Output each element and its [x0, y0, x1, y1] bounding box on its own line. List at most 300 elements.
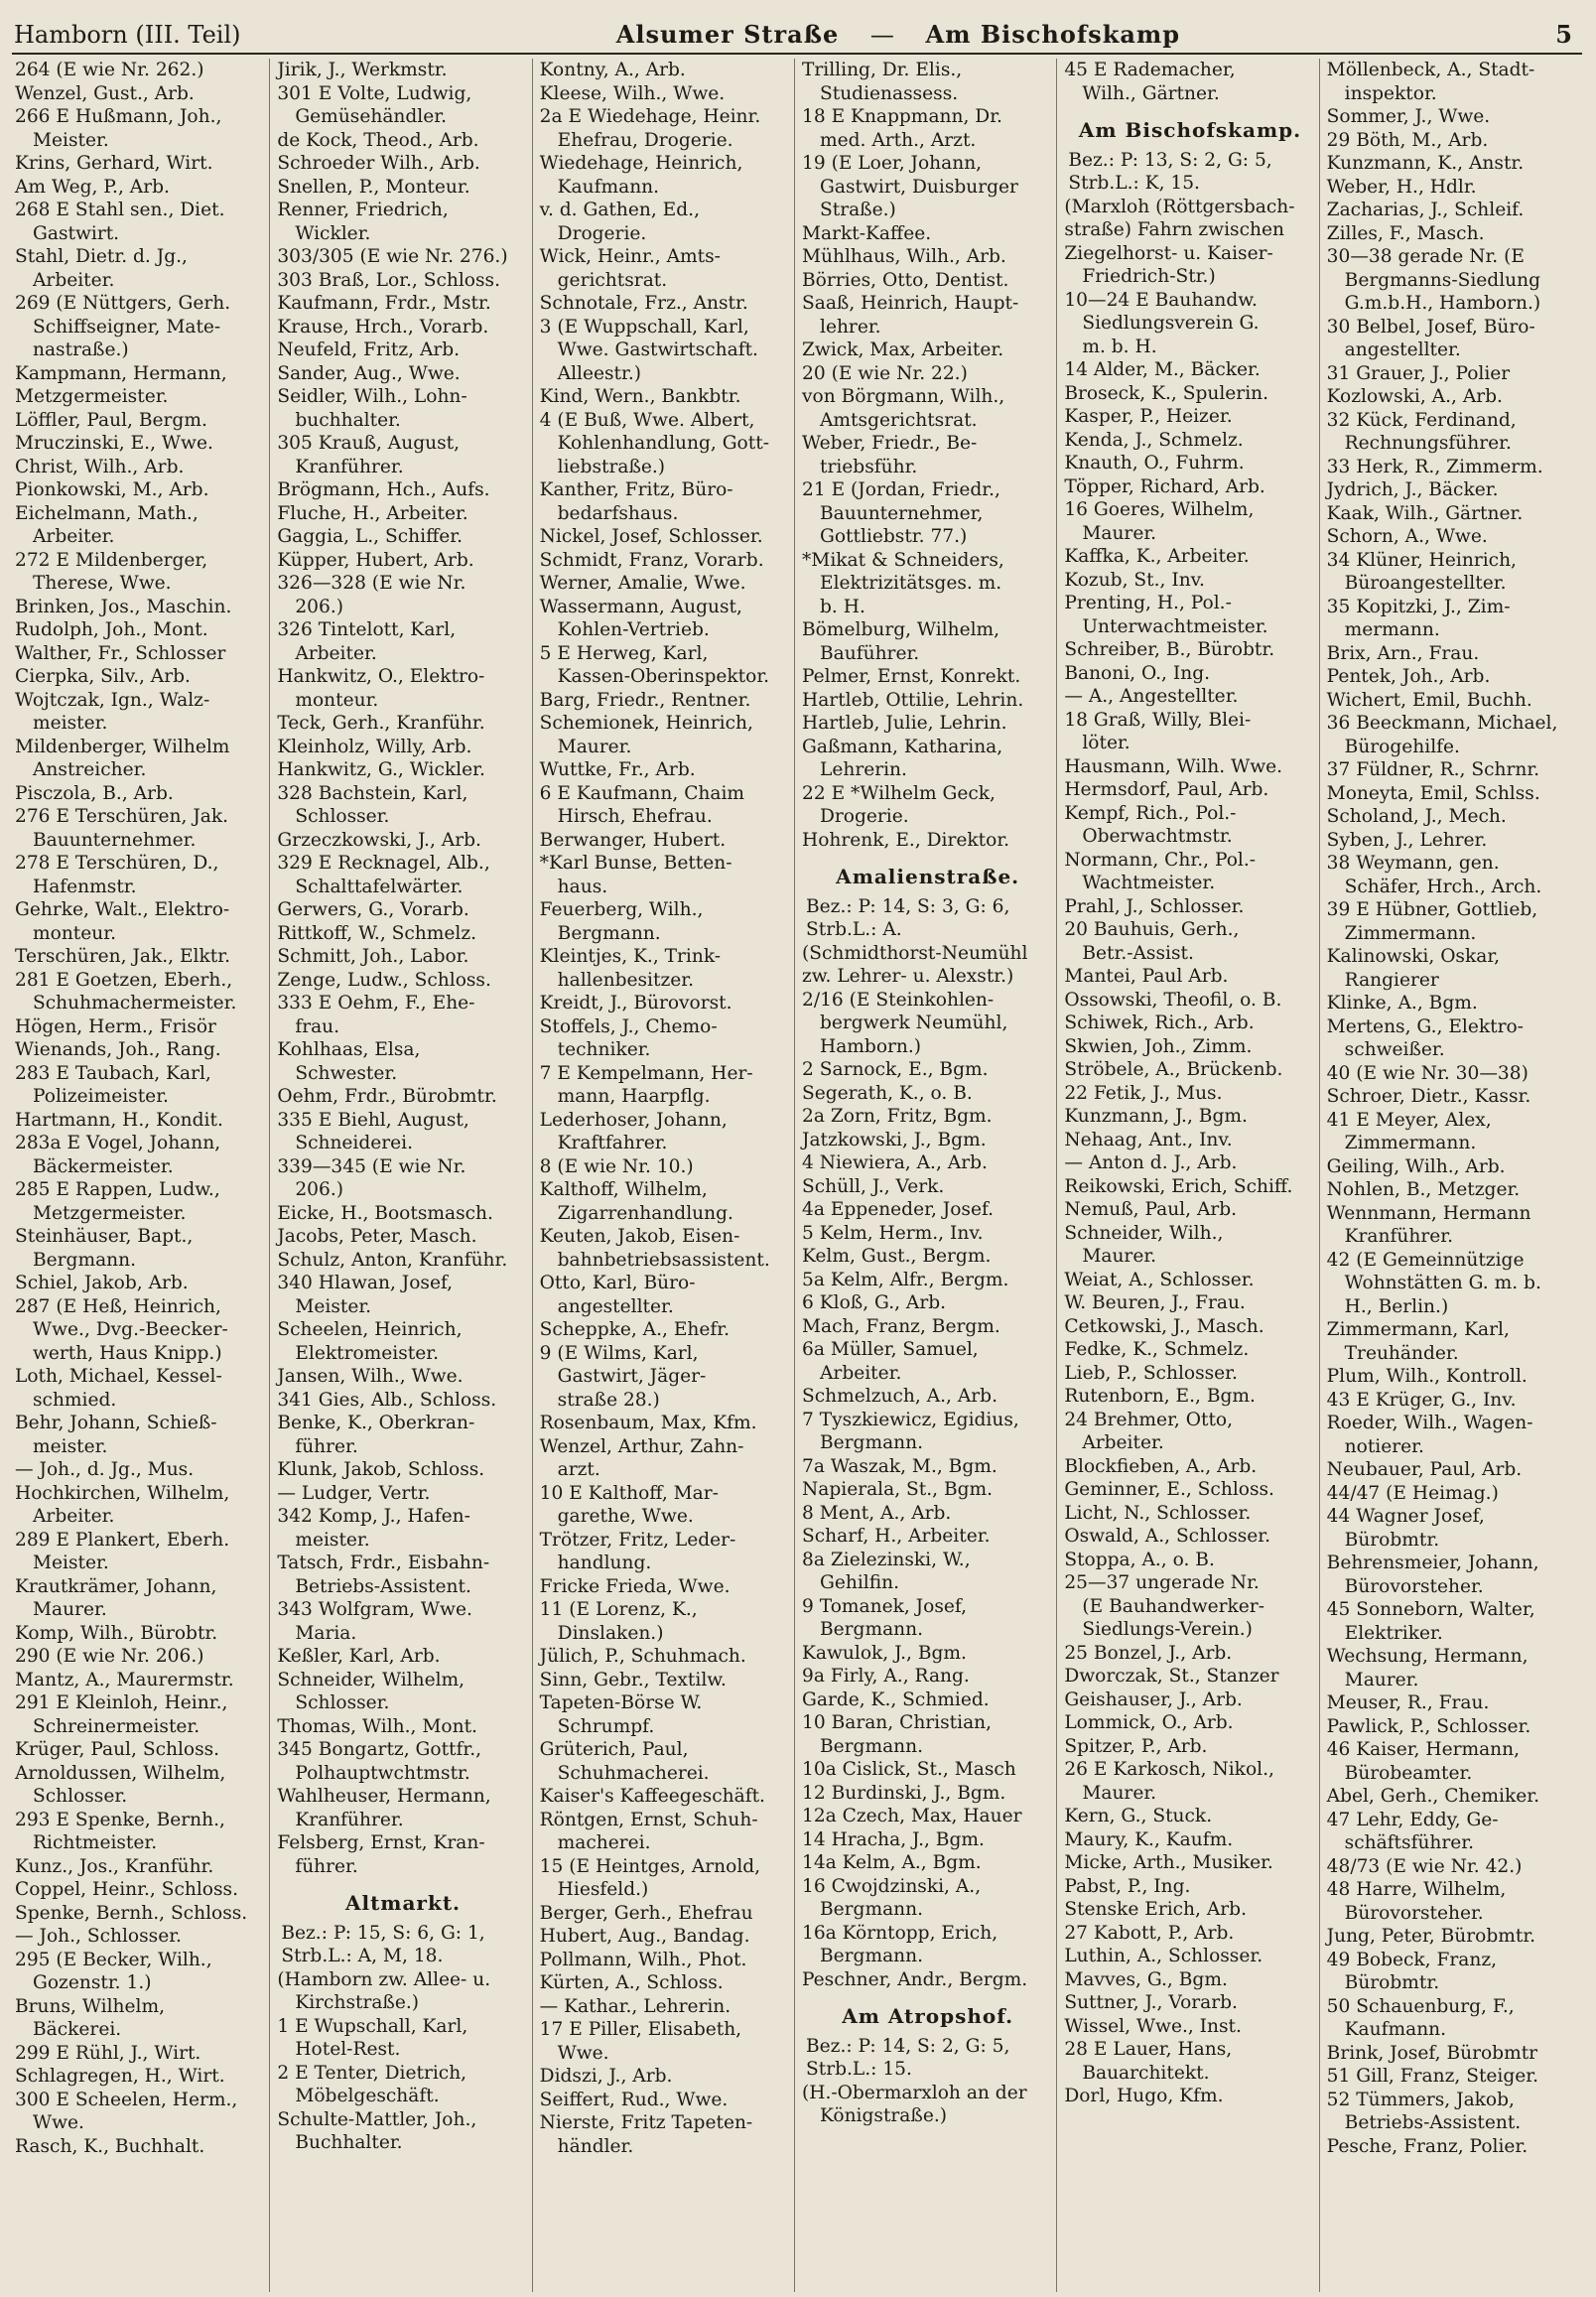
entry-line: Cetkowski, J., Masch. — [1064, 1315, 1264, 1337]
entry-line: 12a Czech, Max, Hauer — [802, 1806, 1022, 1826]
entry-line: Behr, Johann, Schieß- — [15, 1413, 217, 1433]
entry-line: Gaggia, L., Schiffer. — [277, 526, 464, 547]
entry-line: Wachtmeister. — [1082, 873, 1216, 893]
entry-line: 9 (E Wilms, Karl, — [539, 1342, 699, 1364]
entry-line: 290 (E wie Nr. 206.) — [15, 1646, 204, 1667]
entry-line: 14a Kelm, A., Bgm. — [802, 1852, 982, 1873]
entry-line: Schneider, Wilh., — [1064, 1222, 1224, 1244]
entry-line: 45 E Rademacher, — [1064, 60, 1236, 80]
entry-line: Lommick, O., Arb. — [1064, 1712, 1234, 1733]
entry-line: Weber, H., Hdlr. — [1326, 176, 1477, 198]
entry-line: bergwerk Neumühl, — [820, 1013, 1008, 1033]
entry-line: Kranführer. — [295, 1809, 404, 1830]
entry-line: 38 Weymann, gen. — [1326, 853, 1500, 874]
entry-line: Wick, Heinr., Amts- — [539, 246, 721, 267]
entry-line: Kozlowski, A., Arb. — [1326, 386, 1503, 407]
entry-line: Kunzmann, J., Bgm. — [1064, 1106, 1248, 1127]
entry-line: 326—328 (E wie Nr. — [277, 573, 466, 594]
entry-line: Arnoldussen, Wilhelm, — [15, 1762, 226, 1784]
entry-line: 10—24 E Bauhandw. — [1064, 289, 1258, 311]
entry-line: 272 E Mildenberger, — [15, 549, 208, 571]
entry-line: Zigarrenhandlung. — [557, 1202, 733, 1224]
entry-line: 4 (E Buß, Wwe. Albert, — [539, 409, 755, 431]
entry-line: 7 Tyszkiewicz, Egidius, — [802, 1409, 1019, 1430]
entry-line: Rangierer — [1344, 969, 1439, 991]
entry-line: Mavves, G., Bgm. — [1064, 1968, 1228, 1990]
entry-line: Bürobmtr. — [1344, 1972, 1440, 1993]
entry-line: Blockfieben, A., Arb. — [1064, 1455, 1258, 1477]
entry-line: Schroeder Wilh., Arb. — [277, 153, 480, 174]
entry-line: Tatsch, Frdr., Eisbahn- — [277, 1553, 490, 1573]
entry-line: Bruns, Wilhelm, — [15, 1995, 166, 2017]
entry-line: Högen, Herm., Frisör — [15, 1015, 216, 1037]
entry-line: Metzgermeister. — [33, 1202, 187, 1224]
entry-line: Möbelgeschäft. — [295, 2086, 440, 2106]
entry-line: Garde, K., Schmied. — [802, 1689, 990, 1710]
entry-line: 20 Bauhuis, Gerh., — [1064, 919, 1240, 940]
entry-line: Küpper, Hubert, Arb. — [277, 549, 474, 571]
entry-line: (E Bauhandwerker- — [1082, 1595, 1264, 1617]
entry-line: schäftsführer. — [1344, 1832, 1475, 1853]
entry-line: Siedlungs-Verein.) — [1082, 1619, 1253, 1640]
entry-line: Brix, Arn., Frau. — [1326, 642, 1480, 664]
entry-line: Segerath, K., o. B. — [802, 1082, 973, 1104]
entry-line: Kaak, Wilh., Gärtner. — [1326, 502, 1524, 524]
entry-line: de Kock, Theod., Arb. — [277, 129, 479, 151]
entry-line: Pisczola, B., Arb. — [15, 782, 174, 804]
entry-line: Richtmeister. — [33, 1832, 158, 1853]
entry-line: Kaufmann. — [1344, 2019, 1447, 2040]
entry-line: Betriebs-Assistent. — [1344, 2112, 1522, 2133]
entry-line: Bauunternehmer, — [820, 502, 984, 524]
entry-line: Mantei, Paul Arb. — [1064, 966, 1229, 987]
entry-line: 329 E Recknagel, Alb., — [277, 853, 490, 874]
entry-line: 345 Bongartz, Gottfr., — [277, 1739, 482, 1760]
entry-line: Trötzer, Fritz, Leder- — [539, 1529, 736, 1551]
street-heading: Amalienstraße. — [836, 865, 1020, 888]
entry-line: straße) Fahrn zwischen — [1064, 219, 1284, 240]
entry-line: 301 E Volte, Ludwig, — [277, 82, 472, 104]
entry-line: Bergmann. — [820, 1899, 924, 1920]
entry-line: Zacharias, J., Schleif. — [1326, 200, 1525, 220]
entry-line: Renner, Friedrich, — [277, 200, 449, 220]
entry-line: 22 Fetik, J., Mus. — [1064, 1082, 1223, 1104]
entry-line: arzt. — [557, 1459, 600, 1480]
entry-line: Kranführer. — [295, 456, 404, 477]
entry-line: Pentek, Joh., Arb. — [1326, 666, 1491, 687]
entry-line: Amtsgerichtsrat. — [820, 409, 978, 431]
entry-line: — Joh., Schlosser. — [15, 1926, 182, 1947]
entry-line: Berwanger, Hubert. — [539, 829, 727, 851]
entry-line: bedarfshaus. — [557, 502, 679, 524]
entry-line: (Schmidthorst-Neumühl — [802, 942, 1028, 964]
entry-line: Wwe., Dvg.-Beecker- — [33, 1319, 228, 1340]
entry-line: Rasch, K., Buchhalt. — [15, 2135, 205, 2157]
entry-line: 5a Kelm, Alfr., Bergm. — [802, 1269, 1009, 1290]
entry-line: 16a Körntopp, Erich, — [802, 1922, 998, 1944]
entry-line: 43 E Krüger, G., Inv. — [1326, 1389, 1517, 1411]
entry-line: Bergmann. — [820, 1946, 924, 1966]
entry-line: Geiling, Wilh., Arb. — [1326, 1155, 1506, 1177]
entry-line: Werner, Amalie, Wwe. — [539, 573, 746, 594]
entry-line: Kontny, A., Arb. — [539, 60, 686, 80]
entry-line: Fluche, H., Arbeiter. — [277, 502, 468, 524]
entry-line: Schemionek, Heinrich, — [539, 713, 753, 734]
entry-line: Luthin, A., Schlosser. — [1064, 1946, 1264, 1966]
entry-line: Tapeten-Börse W. — [539, 1692, 703, 1713]
entry-line: Markt-Kaffee. — [802, 222, 932, 244]
entry-line: 17 E Piller, Elisabeth, — [539, 2019, 742, 2040]
entry-line: Möllenbeck, A., Stadt- — [1326, 60, 1535, 80]
entry-line: Jydrich, J., Bäcker. — [1326, 479, 1499, 500]
entry-line: Kaffka, K., Arbeiter. — [1064, 546, 1250, 567]
entry-line: 16 Goeres, Wilhelm, — [1064, 499, 1255, 520]
entry-line: Broseck, K., Spulerin. — [1064, 382, 1269, 404]
entry-line: 10a Cislick, St., Masch — [802, 1759, 1016, 1780]
entry-line: Mühlhaus, Wilh., Arb. — [802, 246, 1006, 267]
entry-line: Kind, Wern., Bankbtr. — [539, 386, 741, 407]
entry-line: Schulz, Anton, Kranführ. — [277, 1249, 508, 1271]
entry-line: Hankwitz, O., Elektro- — [277, 666, 485, 687]
entry-line: H., Berlin.) — [1344, 1295, 1449, 1317]
entry-line: Bergmann. — [557, 922, 661, 944]
entry-line: Kranführer. — [1344, 1226, 1453, 1247]
entry-line: 206.) — [295, 596, 343, 617]
entry-line: Krause, Hrch., Vorarb. — [277, 316, 489, 338]
entry-line: Syben, J., Lehrer. — [1326, 829, 1488, 851]
entry-line: Eichelmann, Math., — [15, 502, 199, 524]
entry-line: Maurer. — [1344, 1669, 1419, 1690]
entry-line: Polizeimeister. — [33, 1086, 169, 1107]
entry-line: 283 E Taubach, Karl, — [15, 1062, 211, 1084]
entry-line: 25 Bonzel, J., Arb. — [1064, 1642, 1233, 1664]
entry-line: Bergmanns-Siedlung — [1344, 269, 1540, 291]
entry-line: 287 (E Heß, Heinrich, — [15, 1295, 221, 1317]
entry-line: Felsberg, Ernst, Kran- — [277, 1832, 485, 1853]
entry-line: 206.) — [295, 1179, 343, 1200]
entry-line: Kohlhaas, Elsa, — [277, 1039, 421, 1060]
entry-line: Sander, Aug., Wwe. — [277, 362, 461, 384]
entry-line: Klunk, Jakob, Schloss. — [277, 1459, 485, 1480]
entry-line: 4a Eppeneder, Josef. — [802, 1199, 995, 1220]
entry-line: Krautkrämer, Johann, — [15, 1575, 217, 1597]
entry-line: — Kathar., Lehrerin. — [539, 1995, 732, 2017]
entry-line: notierer. — [1344, 1435, 1424, 1457]
entry-line: 300 E Scheelen, Herm., — [15, 2089, 238, 2110]
entry-line: Bäckerei. — [33, 2019, 122, 2040]
entry-line: Kawulok, J., Bgm. — [802, 1642, 967, 1664]
entry-line: zw. Lehrer- u. Alexstr.) — [802, 966, 1014, 987]
entry-line: Schlosser. — [295, 806, 390, 827]
entry-line: Arbeiter. — [33, 1506, 115, 1527]
entry-line: Pelmer, Ernst, Konrekt. — [802, 666, 1021, 687]
entry-line: 8 (E wie Nr. 10.) — [539, 1155, 694, 1177]
entry-line: frau. — [295, 1015, 340, 1037]
entry-line: 283a E Vogel, Johann, — [15, 1133, 221, 1153]
entry-line: Sommer, J., Wwe. — [1326, 106, 1491, 127]
entry-line: Bergmann. — [820, 1619, 924, 1640]
entry-line: Kern, G., Stuck. — [1064, 1806, 1213, 1826]
entry-line: 4 Niewiera, A., Arb. — [802, 1152, 988, 1173]
entry-line: Polhauptwchtmstr. — [295, 1762, 470, 1784]
entry-line: Bauunternehmer. — [33, 829, 197, 851]
entry-line: Wwe. Gastwirtschaft. — [557, 339, 758, 360]
entry-line: Saaß, Heinrich, Haupt- — [802, 293, 1019, 314]
entry-line: 6 Kloß, G., Arb. — [802, 1292, 947, 1313]
street-info: Strb.L.: K, 15. — [1068, 173, 1200, 194]
entry-line: führer. — [295, 1435, 358, 1457]
entry-line: 2 Sarnock, E., Bgm. — [802, 1059, 989, 1080]
entry-line: Lehrerin. — [820, 759, 907, 780]
entry-line: inspektor. — [1344, 82, 1437, 104]
entry-line: W. Beuren, J., Frau. — [1064, 1292, 1246, 1313]
entry-line: Kraftfahrer. — [557, 1133, 668, 1153]
entry-line: Stoppa, A., o. B. — [1064, 1549, 1215, 1570]
street-heading: Altmarkt. — [344, 1891, 462, 1915]
entry-line: handlung. — [557, 1553, 652, 1573]
entry-line: Weber, Friedr., Be- — [802, 433, 978, 454]
entry-line: Kaufmann, Frdr., Mstr. — [277, 293, 491, 314]
entry-line: Hartleb, Julie, Lehrin. — [802, 713, 1007, 734]
entry-line: 28 E Lauer, Hans, — [1064, 2039, 1233, 2060]
entry-line: 26 E Karkosch, Nikol., — [1064, 1759, 1274, 1780]
entry-line: Ströbele, A., Brückenb. — [1064, 1059, 1283, 1080]
entry-line: Normann, Chr., Pol.- — [1064, 849, 1257, 871]
entry-line: Lederhoser, Johann, — [539, 1109, 728, 1131]
entry-line: Hochkirchen, Wilhelm, — [15, 1482, 230, 1504]
entry-line: 303 Braß, Lor., Schloss. — [277, 269, 500, 291]
entry-line: lehrer. — [820, 316, 881, 338]
entry-line: 269 (E Nüttgers, Gerh. — [15, 293, 231, 314]
entry-line: Scheelen, Heinrich, — [277, 1319, 463, 1340]
entry-line: Hankwitz, G., Wickler. — [277, 759, 485, 780]
entry-line: Sinn, Gebr., Textilw. — [539, 1669, 727, 1690]
entry-line: schmied. — [33, 1389, 117, 1411]
entry-line: 16 Cwojdzinski, A., — [802, 1875, 982, 1897]
entry-line: Löffler, Paul, Bergm. — [15, 409, 207, 431]
entry-line: Bauarchitekt. — [1082, 2062, 1210, 2084]
entry-line: 276 E Terschüren, Jak. — [15, 806, 229, 827]
entry-line: 8a Zielezinski, W., — [802, 1549, 971, 1570]
entry-line: Bürobmtr. — [1344, 1529, 1440, 1551]
entry-line: Alleestr.) — [557, 362, 642, 384]
entry-line: Zimmermann, Karl, — [1326, 1319, 1510, 1340]
entry-line: 341 Gies, Alb., Schloss. — [277, 1389, 497, 1411]
entry-line: 342 Komp, J., Hafen- — [277, 1506, 470, 1527]
entry-line: 34 Klüner, Heinrich, — [1326, 549, 1517, 571]
entry-line: Arbeiter. — [295, 642, 377, 664]
entry-line: Metzgermeister. — [15, 386, 169, 407]
entry-line: 293 E Spenke, Bernh., — [15, 1809, 225, 1830]
entry-line: 14 Hracha, J., Bgm. — [802, 1828, 985, 1850]
street-info: Bez.: P: 15, S: 6, G: 1, — [281, 1922, 485, 1944]
entry-line: 264 (E wie Nr. 262.) — [15, 60, 204, 80]
entry-line: 281 E Goetzen, Eberh., — [15, 969, 233, 991]
entry-line: Dworczak, St., Stanzer — [1064, 1666, 1279, 1687]
entry-line: Töpper, Richard, Arb. — [1064, 475, 1265, 497]
entry-line: Arbeiter. — [33, 526, 115, 547]
entry-line: 29 Böth, M., Arb. — [1326, 129, 1489, 151]
entry-line: gerichtsrat. — [557, 269, 668, 291]
entry-line: Schnotale, Frz., Anstr. — [539, 293, 748, 314]
entry-line: Scholand, J., Mech. — [1326, 806, 1507, 827]
entry-line: 339—345 (E wie Nr. — [277, 1155, 466, 1177]
entry-line: 8 Ment, A., Arb. — [802, 1502, 952, 1524]
entry-line: Wennmann, Hermann — [1326, 1202, 1531, 1224]
entry-line: garethe, Wwe. — [557, 1506, 694, 1527]
entry-line: 5 Kelm, Herm., Inv. — [802, 1222, 984, 1244]
entry-line: Nickel, Josef, Schlosser. — [539, 526, 763, 547]
entry-line: Mertens, G., Elektro- — [1326, 1015, 1524, 1037]
entry-line: 2 E Tenter, Dietrich, — [277, 2062, 467, 2084]
entry-line: 335 E Biehl, August, — [277, 1109, 469, 1131]
entry-line: Prahl, J., Schlosser. — [1064, 895, 1245, 917]
entry-line: m. b. H. — [1082, 336, 1157, 357]
entry-line: mermann. — [1344, 619, 1440, 640]
entry-line: bahnbetriebsassistent. — [557, 1249, 770, 1271]
entry-line: Feuerberg, Wilh., — [539, 899, 704, 920]
entry-line: 14 Alder, M., Bäcker. — [1064, 359, 1261, 380]
entry-line: Schüll, J., Verk. — [802, 1175, 945, 1197]
entry-line: Kirchstraße.) — [295, 1992, 420, 2013]
entry-line: Kaiser's Kaffeegeschäft. — [539, 1786, 765, 1807]
entry-line: Rutenborn, E., Bgm. — [1064, 1386, 1256, 1407]
entry-line: Büroangestellter. — [1344, 573, 1507, 594]
entry-line: 50 Schauenburg, F., — [1326, 1995, 1515, 2017]
entry-line: Bergmann. — [33, 1249, 137, 1271]
entry-line: Pabst, P., Ing. — [1064, 1875, 1191, 1897]
entry-line: Röntgen, Ernst, Schuh- — [539, 1809, 758, 1830]
entry-line: nastraße.) — [33, 339, 129, 360]
entry-line: 42 (E Gemeinnützige — [1326, 1249, 1525, 1271]
entry-line: Brinken, Jos., Maschin. — [15, 596, 232, 617]
entry-line: Schmelzuch, A., Arb. — [802, 1386, 998, 1407]
entry-line: Mach, Franz, Bergm. — [802, 1315, 1000, 1337]
entry-line: angestellter. — [557, 1295, 674, 1317]
entry-line: Didszi, J., Arb. — [539, 2066, 673, 2087]
entry-line: Hubert, Aug., Bandag. — [539, 1926, 750, 1947]
entry-line: Schneider, Wilhelm, — [277, 1669, 466, 1690]
entry-line: Kleinholz, Willy, Arb. — [277, 736, 472, 757]
page-header — [12, 20, 1582, 55]
entry-line: Mantz, A., Maurermstr. — [15, 1669, 234, 1690]
street-info: Strb.L.: 15. — [806, 2059, 912, 2080]
entry-line: 25—37 ungerade Nr. — [1064, 1572, 1260, 1593]
entry-line: Hermsdorf, Paul, Arb. — [1064, 779, 1269, 800]
entry-line: Hartleb, Ottilie, Lehrin. — [802, 689, 1024, 711]
entry-line: händler. — [557, 2135, 634, 2157]
entry-line: Bömelburg, Wilhelm, — [802, 619, 1000, 640]
entry-line: meister. — [33, 713, 108, 734]
entry-line: Seiffert, Rud., Wwe. — [539, 2089, 729, 2110]
entry-line: Fricke Frieda, Wwe. — [539, 1575, 731, 1597]
entry-line: Betr.-Assist. — [1082, 942, 1194, 964]
entry-line: Mildenberger, Wilhelm — [15, 736, 230, 757]
entry-line: meister. — [33, 1435, 108, 1457]
entry-line: 31 Grauer, J., Polier — [1326, 362, 1511, 384]
entry-line: Schulte-Mattler, Joh., — [277, 2108, 477, 2130]
entry-line: Wechsung, Hermann, — [1326, 1646, 1529, 1667]
entry-line: Jülich, P., Schuhmach. — [539, 1646, 746, 1667]
directory-column — [799, 59, 1057, 2292]
entry-line: Kalinowski, Oskar, — [1326, 946, 1501, 967]
entry-line: 46 Kaiser, Hermann, — [1326, 1739, 1521, 1760]
entry-line: Brink, Josef, Bürobmtr — [1326, 2042, 1538, 2064]
entry-line: Bürobeamter. — [1344, 1762, 1473, 1784]
entry-line: Drogerie. — [557, 222, 647, 244]
entry-line: Siedlungsverein G. — [1082, 313, 1260, 334]
entry-line: Spitzer, P., Arb. — [1064, 1735, 1208, 1757]
entry-line: 2/16 (E Steinkohlen- — [802, 989, 995, 1011]
entry-line: Bürovorsteher. — [1344, 1575, 1484, 1597]
entry-line: Friedrich-Str.) — [1082, 266, 1216, 287]
entry-line: Schlosser. — [295, 1692, 390, 1713]
entry-line: (Marxloh (Röttgersbach- — [1064, 196, 1295, 217]
entry-line: (Hamborn zw. Allee- u. — [277, 1968, 491, 1990]
entry-line: 340 Hlawan, Josef, — [277, 1273, 454, 1293]
entry-line: Trilling, Dr. Elis., — [802, 60, 963, 80]
entry-line: 45 Sonneborn, Walter, — [1326, 1599, 1535, 1620]
entry-line: monteur. — [295, 689, 379, 711]
entry-line: Wichert, Emil, Buchh. — [1326, 689, 1532, 711]
entry-line: Wahlheuser, Hermann, — [277, 1786, 491, 1807]
entry-line: Bürogehilfe. — [1344, 736, 1460, 757]
entry-line: werth, Haus Knipp.) — [33, 1342, 222, 1364]
entry-line: Kleese, Wilh., Wwe. — [539, 82, 726, 104]
entry-line: Hausmann, Wilh. Wwe. — [1064, 755, 1283, 777]
entry-line: Stoffels, J., Chemo- — [539, 1015, 718, 1037]
entry-line: Napierala, St., Bgm. — [802, 1479, 994, 1500]
entry-line: Banoni, O., Ing. — [1064, 662, 1211, 684]
entry-line: Nierste, Fritz Tapeten- — [539, 2112, 753, 2133]
entry-line: 291 E Kleinloh, Heinr., — [15, 1692, 228, 1713]
entry-line: G.m.b.H., Hamborn.) — [1344, 293, 1541, 314]
header-district: Hamborn (III. Teil) — [14, 21, 241, 49]
entry-line: *Karl Bunse, Betten- — [539, 853, 732, 874]
entry-line: Keuten, Jakob, Eisen- — [539, 1226, 740, 1247]
entry-line: — Anton d. J., Arb. — [1064, 1152, 1238, 1173]
entry-line: (H.-Obermarxloh an der — [802, 2082, 1027, 2103]
entry-line: Berger, Gerh., Ehefrau — [539, 1902, 753, 1924]
entry-line: 47 Lehr, Eddy, Ge- — [1326, 1809, 1499, 1830]
entry-line: Moneyta, Emil, Schlss. — [1326, 782, 1540, 804]
entry-line: Therese, Wwe. — [33, 573, 172, 594]
entry-line: Snellen, P., Monteur. — [277, 176, 470, 198]
header-street-to: Am Bischofskamp — [925, 20, 1181, 49]
entry-line: Schorn, A., Wwe. — [1326, 526, 1488, 547]
entry-line: Licht, N., Schlosser. — [1064, 1502, 1252, 1524]
entry-line: Gastwirt. — [33, 222, 120, 244]
entry-line: Oberwachtmstr. — [1082, 826, 1233, 847]
entry-line: Oehm, Frdr., Bürobmtr. — [277, 1086, 497, 1107]
entry-line: Jatzkowski, J., Bgm. — [802, 1129, 987, 1150]
entry-line: hallenbesitzer. — [557, 969, 695, 991]
entry-line: 22 E *Wilhelm Geck, — [802, 782, 996, 804]
entry-line: 6 E Kaufmann, Chaim — [539, 782, 745, 804]
entry-line: angestellter. — [1344, 339, 1461, 360]
street-heading: Am Bischofskamp. — [1078, 118, 1302, 142]
entry-line: 10 Baran, Christian, — [802, 1712, 993, 1733]
entry-line: Schiel, Jakob, Arb. — [15, 1273, 189, 1293]
entry-line: Meister. — [33, 129, 109, 151]
directory-column — [12, 59, 270, 2292]
entry-line: Prenting, H., Pol.- — [1064, 593, 1232, 613]
entry-line: Zenge, Ludw., Schloss. — [277, 969, 491, 991]
entry-line: Wwe. — [557, 2042, 609, 2064]
entry-line: Weiat, A., Schlosser. — [1064, 1269, 1255, 1290]
directory-column — [1324, 59, 1582, 2292]
entry-line: 24 Brehmer, Otto, — [1064, 1409, 1234, 1430]
